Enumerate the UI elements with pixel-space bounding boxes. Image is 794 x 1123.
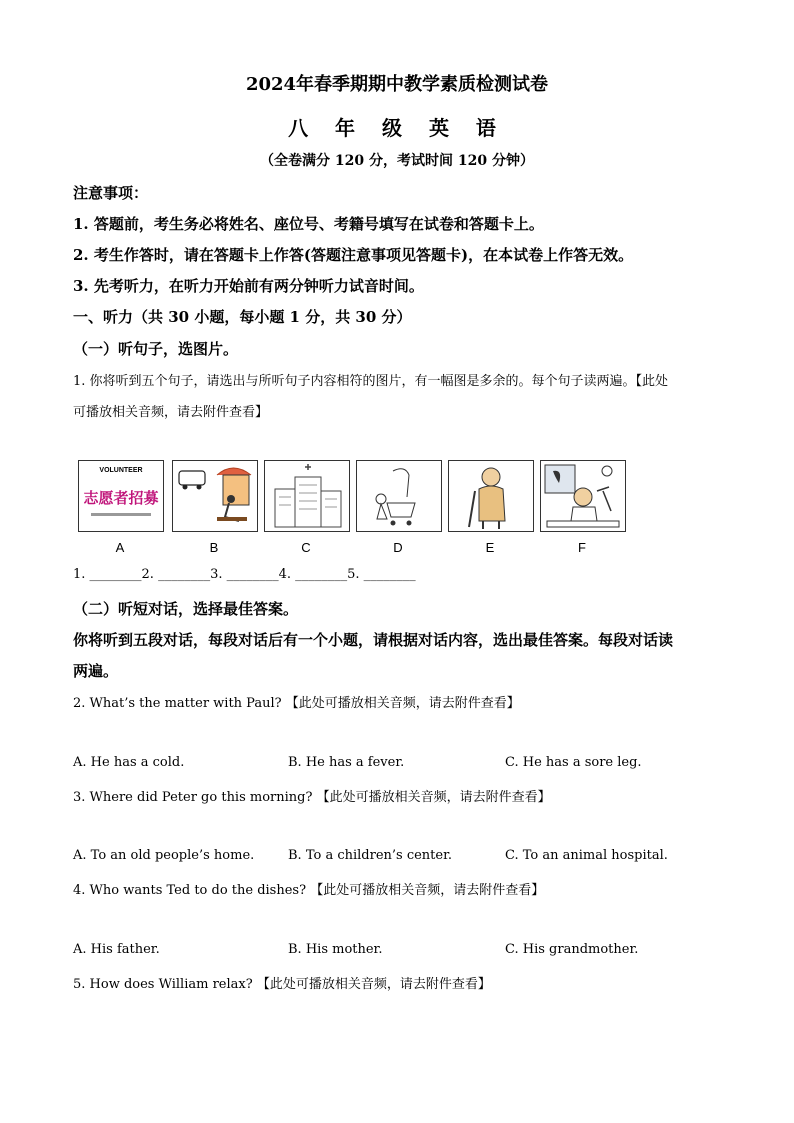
q1-instruction-line1: 1. 你将听到五个句子，请选出与所听句子内容相符的图片，有一幅图是多余的。每个句子读两遍。【此处 <box>73 374 669 389</box>
part2-instruction-line1: 你将听到五段对话，每段对话后有一个小题，请根据对话内容，选出最佳答案。每段对话读 <box>73 631 674 649</box>
question-3-option-a: A. To an old people’s home. <box>73 848 255 863</box>
question-3: 3. Where did Peter go this morning? 【此处可播放相关音频，请去附件查看】 <box>73 790 551 805</box>
note-item-2: 2. 考生作答时，请在答题卡上作答(答题注意事项见答题卡)，在本试卷上作答无效。 <box>73 246 634 264</box>
note-item-3: 3. 先考听力，在听力开始前有两分钟听力试音时间。 <box>73 277 424 295</box>
question-4-option-c: C. His grandmother. <box>505 942 639 957</box>
exam-subtitle: 八 年 级 英 语 <box>288 116 506 140</box>
picture-b <box>172 460 258 532</box>
picture-label-b: B <box>209 540 219 555</box>
old-man-cane-icon <box>449 461 533 531</box>
part1-title: （一）听句子，选图片。 <box>73 340 239 358</box>
exam-info: （全卷满分 120 分，考试时间 120 分钟） <box>260 153 534 169</box>
question-5: 5. How does William relax? 【此处可播放相关音频，请去附件查看】 <box>73 977 491 992</box>
picture-label-a: A <box>115 540 125 555</box>
question-4: 4. Who wants Ted to do the dishes? 【此处可播放相关音频，请去附件查看】 <box>73 883 545 898</box>
picture-a <box>78 460 164 532</box>
exam-title: 2024年春季期期中教学素质检测试卷 <box>245 74 549 95</box>
question-3-option-b: B. To a children’s center. <box>288 848 453 863</box>
picture-options <box>78 460 618 560</box>
answer-blanks: 1. ________2. ________3. ________4. ________5. ________ <box>73 567 416 582</box>
question-2: 2. What’s the matter with Paul? 【此处可播放相关音频，请去附件查看】 <box>73 696 520 711</box>
volunteer-poster-icon <box>79 461 163 531</box>
picture-label-e: E <box>485 540 495 555</box>
picture-e <box>448 460 534 532</box>
note-item-1: 1. 答题前，考生务必将姓名、座位号、考籍号填写在试卷和答题卡上。 <box>73 215 544 233</box>
bus-stop-student-icon <box>173 461 257 531</box>
question-4-option-b: B. His mother. <box>288 942 383 957</box>
question-2-option-b: B. He has a fever. <box>288 755 405 770</box>
picture-label-f: F <box>578 540 586 555</box>
picture-label-c: C <box>301 540 311 555</box>
hospital-building-icon <box>265 461 349 531</box>
svg-text:VOLUNTEER: VOLUNTEER <box>99 467 143 474</box>
boy-studying-lamp-icon <box>541 461 625 531</box>
section-title-listening: 一、听力（共 30 小题，每小题 1 分，共 30 分） <box>73 308 412 326</box>
q1-instruction-line2: 可播放相关音频，请去附件查看】 <box>73 405 269 420</box>
picture-d <box>356 460 442 532</box>
question-2-option-a: A. He has a cold. <box>73 755 185 770</box>
picture-c <box>264 460 350 532</box>
part2-instruction-line2: 两遍。 <box>73 662 119 680</box>
picture-f <box>540 460 626 532</box>
question-2-option-c: C. He has a sore leg. <box>505 755 642 770</box>
notes-heading: 注意事项： <box>73 184 149 202</box>
question-3-option-c: C. To an animal hospital. <box>505 848 668 863</box>
question-4-option-a: A. His father. <box>73 942 160 957</box>
part2-title: （二）听短对话，选择最佳答案。 <box>73 600 299 618</box>
picture-label-d: D <box>393 540 403 555</box>
girl-shopping-cart-icon <box>357 461 441 531</box>
svg-text:志愿者招募: 志愿者招募 <box>83 489 159 507</box>
